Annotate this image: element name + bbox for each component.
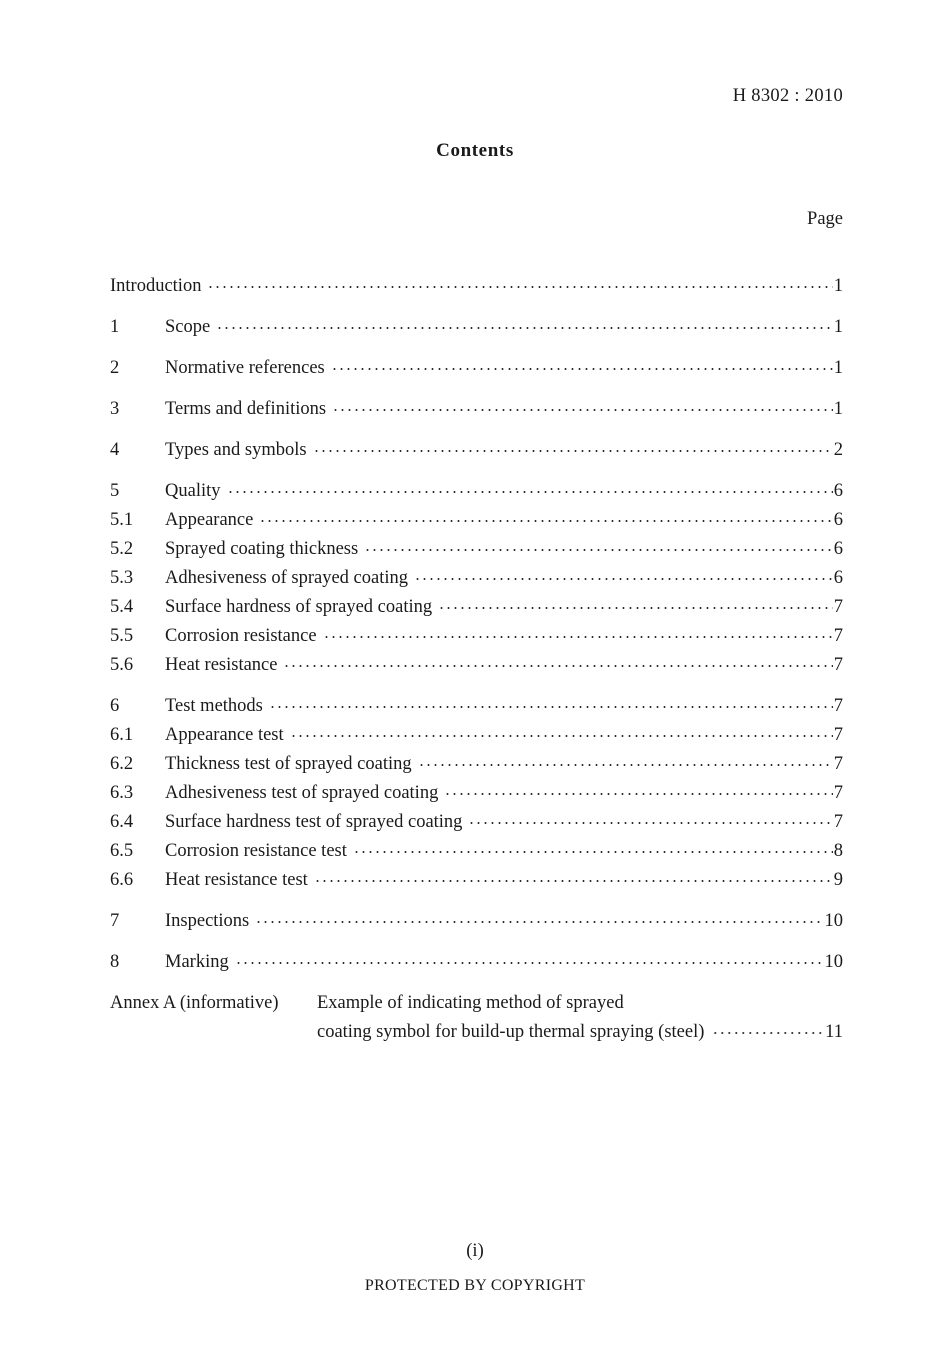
toc-entry-page-number: 6 bbox=[833, 481, 843, 501]
dot-leader bbox=[468, 813, 832, 832]
toc-entry[interactable] bbox=[110, 436, 843, 465]
standard-number-header: H 8302 : 2010 bbox=[732, 86, 843, 106]
toc-entry-number: 6.6 bbox=[110, 870, 134, 890]
toc-entry-page-number: 7 bbox=[833, 597, 843, 617]
toc-entry-page-number: 9 bbox=[833, 870, 843, 890]
toc-entry-number: 6.3 bbox=[110, 783, 134, 803]
toc-entry[interactable] bbox=[110, 477, 843, 506]
toc-entry-title: Corrosion resistance bbox=[165, 626, 317, 646]
toc-entry-title: Appearance test bbox=[165, 725, 284, 745]
toc-entry-page-number: 7 bbox=[833, 812, 843, 832]
toc-entry-number: 6.1 bbox=[110, 725, 134, 745]
dot-leader bbox=[269, 697, 833, 716]
toc-annex-line-1 bbox=[110, 989, 843, 1018]
toc-entry-page-number: 7 bbox=[833, 655, 843, 675]
toc-entry-page-number: 7 bbox=[833, 696, 843, 716]
page-column-label: Page bbox=[807, 209, 843, 229]
dot-leader bbox=[314, 871, 833, 890]
toc-annex-line-2 bbox=[110, 1018, 843, 1047]
toc-entry[interactable] bbox=[110, 564, 843, 593]
toc-entry-title: Thickness test of sprayed coating bbox=[165, 754, 412, 774]
toc-entry[interactable] bbox=[110, 593, 843, 622]
dot-leader bbox=[444, 784, 832, 803]
toc-entry-title: Heat resistance test bbox=[165, 870, 308, 890]
toc-entry-page-number: 8 bbox=[833, 841, 843, 861]
toc-annex-label: Annex A (informative) bbox=[110, 993, 279, 1013]
toc-entry-title: Introduction bbox=[110, 276, 202, 296]
toc-entry-title: Adhesiveness test of sprayed coating bbox=[165, 783, 439, 803]
toc-entry-title: Sprayed coating thickness bbox=[165, 539, 359, 559]
toc-entry[interactable] bbox=[110, 837, 843, 866]
toc-entry-title: Marking bbox=[165, 952, 229, 972]
toc-entry-number: 5.3 bbox=[110, 568, 134, 588]
toc-entry-number: 6 bbox=[110, 696, 120, 716]
toc-entry-title: Terms and definitions bbox=[165, 399, 327, 419]
table-of-contents bbox=[110, 272, 843, 1047]
toc-entry-number: 5 bbox=[110, 481, 120, 501]
dot-leader bbox=[313, 441, 833, 460]
toc-entry[interactable] bbox=[110, 535, 843, 564]
toc-entry-page-number: 6 bbox=[833, 539, 843, 559]
toc-entry-number: 8 bbox=[110, 952, 120, 972]
toc-entry-page-number: 1 bbox=[833, 399, 843, 419]
toc-entry-number: 3 bbox=[110, 399, 120, 419]
toc-entry[interactable] bbox=[110, 354, 843, 383]
toc-entry-title: Normative references bbox=[165, 358, 325, 378]
toc-annex-entry[interactable] bbox=[110, 989, 843, 1047]
toc-annex-title-line-1: Example of indicating method of sprayed bbox=[317, 993, 624, 1013]
toc-entry-title: Surface hardness of sprayed coating bbox=[165, 597, 433, 617]
toc-entry[interactable] bbox=[110, 506, 843, 535]
toc-entry-title: Quality bbox=[165, 481, 221, 501]
dot-leader bbox=[353, 842, 833, 861]
dot-leader bbox=[290, 726, 833, 745]
toc-entry-number: 1 bbox=[110, 317, 120, 337]
dot-leader bbox=[255, 912, 823, 931]
dot-leader bbox=[364, 540, 833, 559]
toc-entry-page-number: 1 bbox=[833, 317, 843, 337]
toc-entry-title: Surface hardness test of sprayed coating bbox=[165, 812, 463, 832]
toc-entry[interactable] bbox=[110, 395, 843, 424]
toc-entry-title: Types and symbols bbox=[165, 440, 307, 460]
toc-entry-page-number: 2 bbox=[833, 440, 843, 460]
toc-entry-title: Test methods bbox=[165, 696, 263, 716]
toc-entry-number: 6.5 bbox=[110, 841, 134, 861]
toc-entry-title: Scope bbox=[165, 317, 211, 337]
dot-leader bbox=[414, 569, 833, 588]
toc-entry-page-number: 6 bbox=[833, 568, 843, 588]
toc-entry-page-number: 7 bbox=[833, 754, 843, 774]
toc-entry-number: 7 bbox=[110, 911, 120, 931]
dot-leader bbox=[207, 277, 832, 296]
toc-entry-title: Heat resistance bbox=[165, 655, 278, 675]
toc-entry-number: 5.2 bbox=[110, 539, 134, 559]
toc-entry[interactable] bbox=[110, 866, 843, 895]
dot-leader bbox=[323, 627, 833, 646]
dot-leader bbox=[283, 656, 832, 675]
toc-entry-number: 5.6 bbox=[110, 655, 134, 675]
toc-entry-page-number: 7 bbox=[833, 725, 843, 745]
toc-entry-number: 6.2 bbox=[110, 754, 134, 774]
toc-entry-number: 2 bbox=[110, 358, 120, 378]
toc-entry-page-number: 10 bbox=[824, 911, 843, 931]
toc-entry[interactable] bbox=[110, 948, 843, 977]
page-title: Contents bbox=[436, 140, 514, 161]
folio-page-number: (i) bbox=[466, 1241, 484, 1261]
toc-entry[interactable] bbox=[110, 721, 843, 750]
toc-entry-number: 6.4 bbox=[110, 812, 134, 832]
toc-entry[interactable] bbox=[110, 779, 843, 808]
toc-entry-page-number: 7 bbox=[833, 783, 843, 803]
toc-entry-number: 5.4 bbox=[110, 597, 134, 617]
toc-entry-page-number: 1 bbox=[833, 276, 843, 296]
dot-leader bbox=[438, 598, 833, 617]
toc-entry-number: 5.1 bbox=[110, 510, 134, 530]
toc-entry-page-number: 10 bbox=[824, 952, 843, 972]
toc-entry-page-number: 1 bbox=[833, 358, 843, 378]
toc-annex-page-number: 11 bbox=[825, 1022, 843, 1042]
toc-entry-title: Appearance bbox=[165, 510, 254, 530]
toc-entry-title: Inspections bbox=[165, 911, 250, 931]
dot-leader bbox=[235, 953, 824, 972]
dot-leader bbox=[418, 755, 833, 774]
toc-entry-title: Adhesiveness of sprayed coating bbox=[165, 568, 409, 588]
dot-leader bbox=[331, 359, 833, 378]
toc-entry-page-number: 6 bbox=[833, 510, 843, 530]
toc-entry-page-number: 7 bbox=[833, 626, 843, 646]
dot-leader bbox=[216, 318, 833, 337]
toc-entry[interactable] bbox=[110, 313, 843, 342]
toc-entry[interactable] bbox=[110, 692, 843, 721]
toc-entry[interactable] bbox=[110, 622, 843, 651]
toc-entry[interactable] bbox=[110, 808, 843, 837]
toc-entry[interactable] bbox=[110, 750, 843, 779]
dot-leader bbox=[259, 511, 832, 530]
toc-entry-number: 4 bbox=[110, 440, 120, 460]
dot-leader bbox=[711, 1023, 824, 1042]
toc-entry[interactable] bbox=[110, 907, 843, 936]
toc-annex-title-line-2: coating symbol for build-up thermal spraying (steel) bbox=[317, 1022, 705, 1042]
toc-entry[interactable] bbox=[110, 272, 843, 301]
toc-entry-number: 5.5 bbox=[110, 626, 134, 646]
toc-entry-title: Corrosion resistance test bbox=[165, 841, 347, 861]
dot-leader bbox=[332, 400, 833, 419]
copyright-notice: PROTECTED BY COPYRIGHT bbox=[364, 1277, 586, 1294]
toc-entry[interactable] bbox=[110, 651, 843, 680]
dot-leader bbox=[227, 482, 833, 501]
